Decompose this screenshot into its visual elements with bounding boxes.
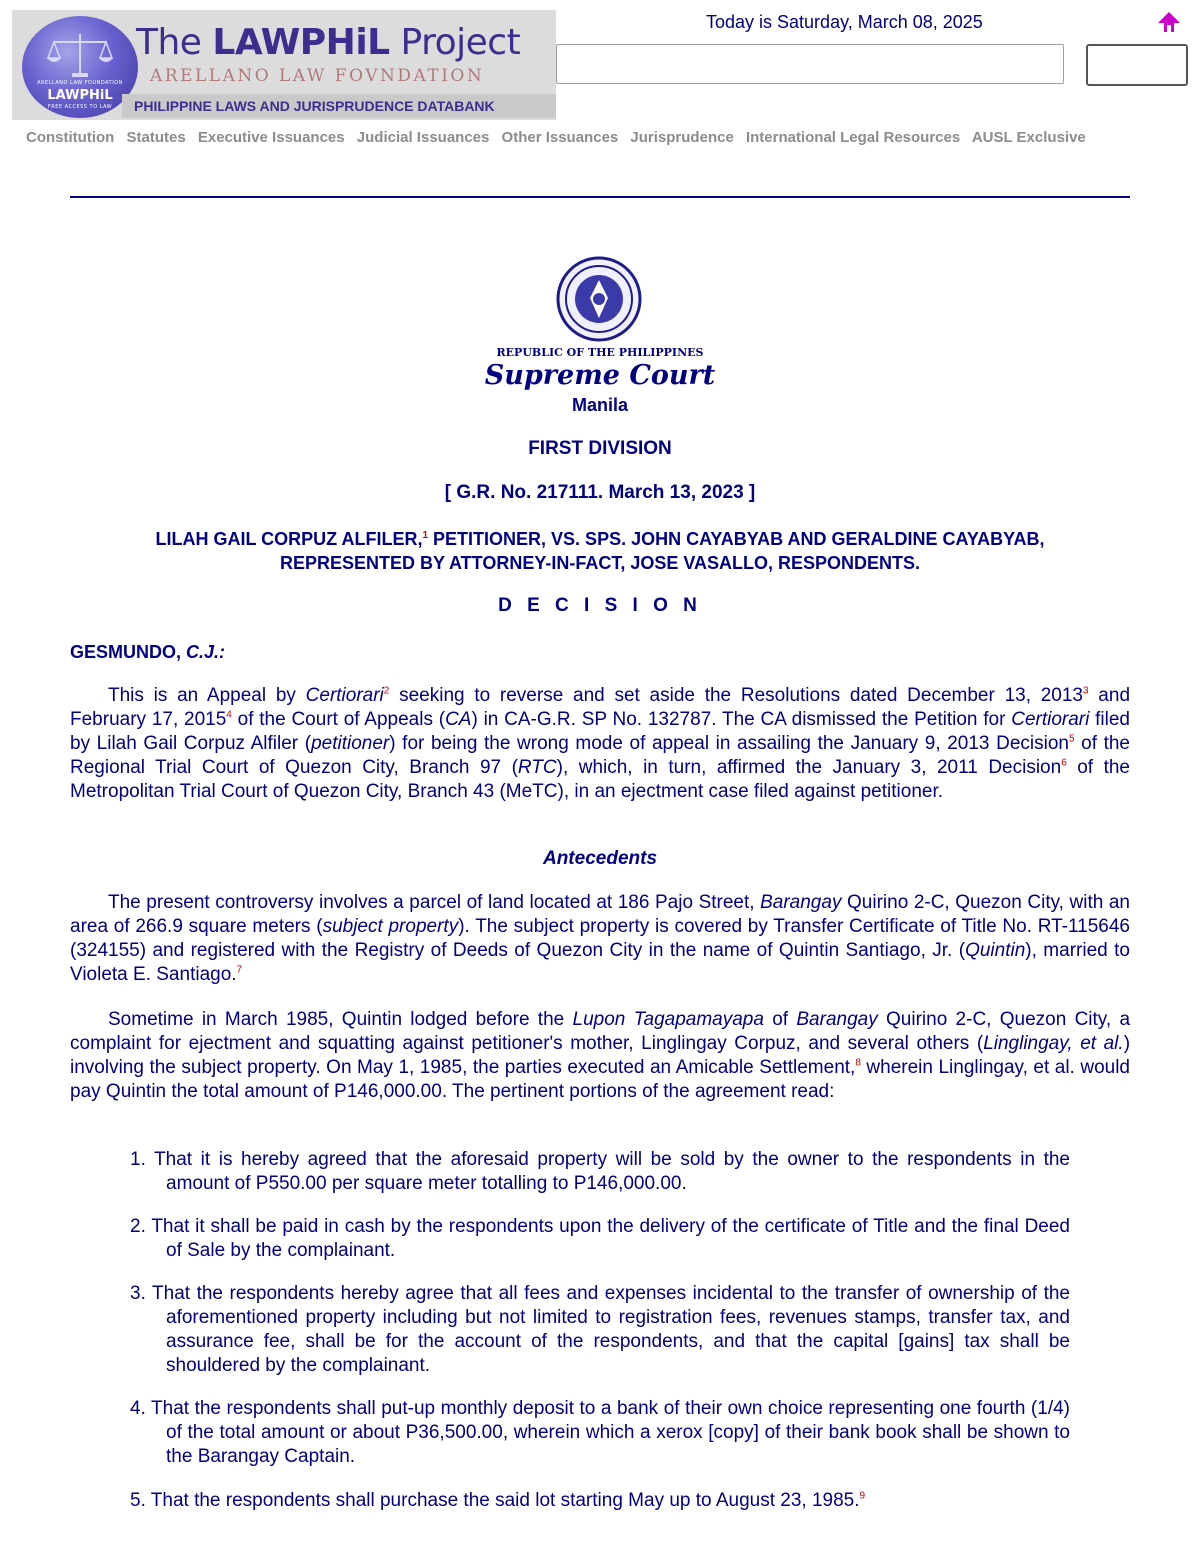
site-tagline-bar: [122, 94, 556, 118]
supreme-court-seal-icon: [556, 256, 642, 342]
footnote-ref-5[interactable]: 5: [1068, 733, 1075, 745]
p3-g: ) involving the subject property. On May 1, 1985, the parties executed an Amicable Settlement,: [70, 1033, 1131, 1078]
p1-n: ), which, in turn, affirmed the January 3, 2011 Decision: [556, 757, 1062, 778]
footnote-ref-8[interactable]: 8: [855, 1057, 861, 1069]
footnote-ref-4[interactable]: 4: [226, 709, 232, 721]
p1-i: filed by Lilah Gail Corpuz Alfiler (: [70, 709, 1130, 754]
p1-a: This is an Appeal by: [108, 685, 306, 706]
nav-statutes[interactable]: Statutes: [126, 129, 186, 146]
footnote-ref-2[interactable]: 2: [383, 685, 390, 697]
site-title-bold: LAWPHiL: [212, 22, 390, 63]
p3-h: wherein Linglingay, et al. would pay Quintin the total amount of P146,000.00. The pertinent portions of the agreement read:: [70, 1057, 1130, 1102]
settlement-terms-list: [130, 1148, 1070, 1196]
p1-c: seeking to reverse and set aside the Resolutions dated December 13, 2013: [389, 685, 1083, 706]
p1-j: petitioner: [311, 733, 390, 754]
p1-e: of the Court of Appeals (: [231, 709, 446, 730]
footnote-ref-6[interactable]: 6: [1061, 757, 1067, 769]
p1-h: Certiorari: [1011, 709, 1090, 730]
p3-b: Lupon Tagapamayapa: [572, 1009, 764, 1030]
p2-d: subject property: [322, 916, 459, 937]
list-item-5: 5. That the respondents shall purchase the said lot starting May up to August 23, 1985.: [130, 1490, 860, 1511]
ponente: [70, 642, 225, 663]
p1-f: CA: [445, 709, 472, 730]
paragraph-3: [70, 1008, 1130, 1104]
p1-m: RTC: [517, 757, 557, 778]
paragraph-2: [70, 891, 1130, 987]
site-title: [136, 22, 520, 63]
lawphil-seal-logo: [22, 16, 138, 118]
p1-d: and February 17, 2015: [70, 685, 1131, 730]
nav-international-legal-resources[interactable]: International Legal Resources: [745, 129, 961, 146]
p1-k: ) for being the wrong mode of appeal in assailing the January 9, 2013 Decision: [389, 733, 1069, 754]
court-name: Supreme Court: [484, 360, 716, 391]
site-subtitle: ARELLANO LAW FOVNDATION: [150, 66, 485, 86]
p3-c: of: [763, 1009, 797, 1030]
division-heading: FIRST DIVISION: [528, 438, 672, 459]
seal-text-bottom: FREE ACCESS TO LAW: [47, 104, 113, 110]
p1-o: of the Metropolitan Trial Court of Quezon City, Branch 43 (MeTC), in an ejectment case filed against petitioner.: [70, 757, 1130, 802]
case-title-line1-a: LILAH GAIL CORPUZ ALFILER,: [155, 529, 423, 549]
decision-heading: D E C I S I O N: [498, 595, 702, 616]
nav-other-issuances[interactable]: Other Issuances: [501, 129, 619, 146]
list-item-2: 2. That it shall be paid in cash by the respondents upon the delivery of the certificate of Title and the final Deed of Sale by the complainant.: [130, 1216, 1070, 1261]
list-item-3: 3. That the respondents hereby agree that all fees and expenses incidental to the transfer of ownership of the aforementioned property including but not limited to registration fees, revenues stamps, transfer tax, and assurance fee, shall be for the account of the respondents, and that the capital [gains] tax shall be shouldered by the complainant.: [130, 1283, 1070, 1376]
p3-e: Quirino 2-C, Quezon City, a complaint for ejectment and squatting against petitioner's mother, Linglingay Corpuz, and several others (: [70, 1009, 1131, 1054]
nav-ausl-exclusive[interactable]: AUSL Exclusive: [971, 129, 1086, 146]
p1-l: of the Regional Trial Court of Quezon City, Branch 97 (: [70, 733, 1130, 778]
footnote-ref-3[interactable]: 3: [1083, 685, 1089, 697]
site-tagline: PHILIPPINE LAWS AND JURISPRUDENCE DATABANK: [134, 98, 495, 114]
republic-label: REPUBLIC OF THE PHILIPPINES: [496, 346, 704, 359]
footnote-ref-7[interactable]: 7: [236, 964, 243, 976]
site-title-suffix: Project: [389, 22, 521, 63]
seal-text-name: LAWPHiL: [47, 88, 113, 103]
p3-f: Linglingay, et al.: [983, 1033, 1124, 1054]
search-input[interactable]: [556, 44, 1064, 84]
case-title: [0, 527, 1200, 575]
list-item-5-wrap: [130, 1489, 1070, 1513]
seal-text-top: ARELLANO LAW FOUNDATION: [37, 80, 123, 86]
settlement-terms-list-2: [130, 1215, 1070, 1263]
nav-constitution[interactable]: Constitution: [26, 129, 115, 146]
nav-judicial-issuances[interactable]: Judicial Issuances: [356, 129, 490, 146]
p2-f: Quintin: [965, 940, 1026, 961]
header-divider: [70, 196, 1130, 198]
p2-e: ). The subject property is covered by Transfer Certificate of Title No. RT-115646 (324155) and registered with the Registry of Deeds of Quezon City in the name of Quintin Santiago, Jr. (: [70, 916, 1130, 961]
home-up-arrow-icon[interactable]: [1156, 10, 1182, 36]
ponente-title: C.J.:: [186, 642, 226, 662]
p3-a: Sometime in March 1985, Quintin lodged before the: [108, 1009, 573, 1030]
footnote-ref-9[interactable]: 9: [859, 1490, 866, 1502]
site-title-prefix: The: [136, 22, 213, 63]
case-title-line2: REPRESENTED BY ATTORNEY-IN-FACT, JOSE VASALLO, RESPONDENTS.: [279, 553, 921, 573]
paragraph-1: [70, 684, 1130, 804]
p2-a: The present controversy involves a parcel of land located at 186 Pajo Street,: [108, 892, 761, 913]
antecedents-heading: Antecedents: [542, 848, 658, 869]
nav-jurisprudence[interactable]: Jurisprudence: [630, 129, 734, 146]
court-city: Manila: [571, 395, 628, 415]
p3-d: Barangay: [796, 1009, 878, 1030]
scales-of-justice-icon: [44, 30, 116, 80]
list-item-4: 4. That the respondents shall put-up monthly deposit to a bank of their own choice representing one fourth (1/4) of the total amount or about P36,500.00, wherein which a xerox [copy] of their bank book shall be shown to the Barangay Captain.: [130, 1398, 1070, 1467]
settlement-terms-list-5: [130, 1489, 1070, 1513]
settlement-terms-list-4: [130, 1397, 1070, 1469]
p1-b: Certiorari: [305, 685, 384, 706]
settlement-terms-list-3: [130, 1282, 1070, 1378]
case-title-line1-b: PETITIONER, VS. SPS. JOHN CAYABYAB AND GERALDINE CAYABYAB,: [428, 529, 1045, 549]
p1-g: ) in CA-G.R. SP No. 132787. The CA dismissed the Petition for: [471, 709, 1012, 730]
search-button[interactable]: [1086, 44, 1188, 86]
list-item-1: 1. That it is hereby agreed that the aforesaid property will be sold by the owner to the respondents in the amount of P550.00 per square meter totalling to P146,000.00.: [130, 1149, 1070, 1194]
case-number: [ G.R. No. 217111. March 13, 2023 ]: [444, 482, 756, 503]
p2-c: Quirino 2-C, Quezon City, with an area of 266.9 square meters (: [70, 892, 1130, 937]
nav-executive-issuances[interactable]: Executive Issuances: [197, 129, 345, 146]
main-nav: [26, 129, 1094, 146]
p2-g: ), married to Violeta E. Santiago.: [70, 940, 1130, 985]
lawphil-logo[interactable]: [12, 10, 556, 120]
current-date: Today is Saturday, March 08, 2025: [706, 12, 983, 32]
ponente-name: GESMUNDO,: [70, 642, 187, 662]
footnote-ref-1[interactable]: 1: [422, 530, 429, 541]
p2-b: Barangay: [760, 892, 842, 913]
